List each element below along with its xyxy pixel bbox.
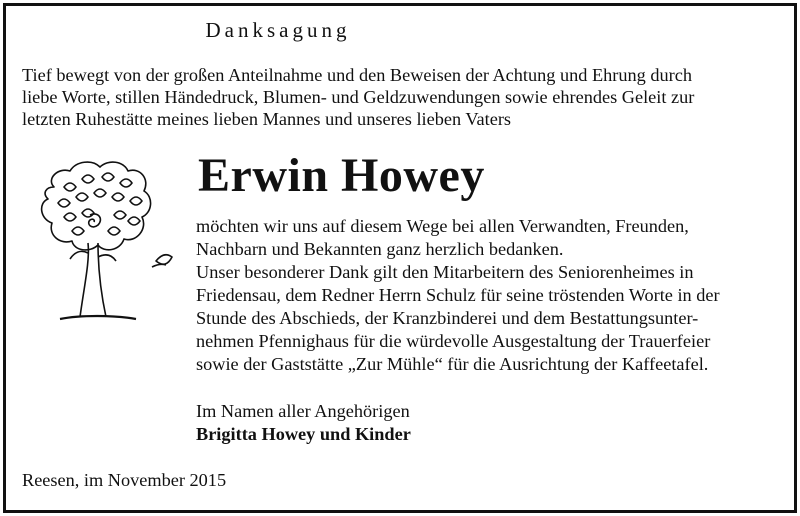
intro-line: Tief bewegt von der großen Anteilnahme und den Beweisen der Achtung und Ehrung durch bbox=[22, 65, 692, 85]
body-line: möchten wir uns auf diesem Wege bei allen Verwandten, Freunden, bbox=[196, 216, 689, 236]
thanks-paragraph bbox=[196, 215, 780, 376]
body-line: nehmen Pfennighaus für die würdevolle Ausgestaltung der Trauerfeier bbox=[196, 331, 711, 351]
signature-intro: Im Namen aller Angehörigen bbox=[196, 401, 410, 421]
deceased-name: Erwin Howey bbox=[198, 149, 485, 202]
body-line: Friedensau, dem Redner Herrn Schulz für seine tröstenden Worte in der bbox=[196, 285, 720, 305]
intro-line: letzten Ruhestätte meines lieben Mannes und unseres lieben Vaters bbox=[22, 109, 512, 129]
body-line: Stunde des Abschieds, der Kranzbinderei und dem Bestattungsunter- bbox=[196, 308, 699, 328]
signature-block bbox=[196, 400, 411, 446]
body-line: Unser besonderer Dank gilt den Mitarbeitern des Seniorenheimes in bbox=[196, 262, 694, 282]
intro-line: liebe Worte, stillen Händedruck, Blumen- und Geldzuwendungen sowie ehrendes Geleit zur bbox=[22, 87, 695, 107]
body-line: sowie der Gaststätte „Zur Mühle“ für die Ausrichtung der Kaffeetafel. bbox=[196, 354, 709, 374]
place-date: Reesen, im November 2015 bbox=[22, 470, 227, 490]
signature-name: Brigitta Howey und Kinder bbox=[196, 424, 411, 444]
tree-icon bbox=[24, 157, 184, 332]
notice-heading: Danksagung bbox=[205, 18, 351, 42]
body-line: Nachbarn und Bekannten ganz herzlich bedanken. bbox=[196, 239, 564, 259]
intro-paragraph bbox=[22, 64, 782, 130]
